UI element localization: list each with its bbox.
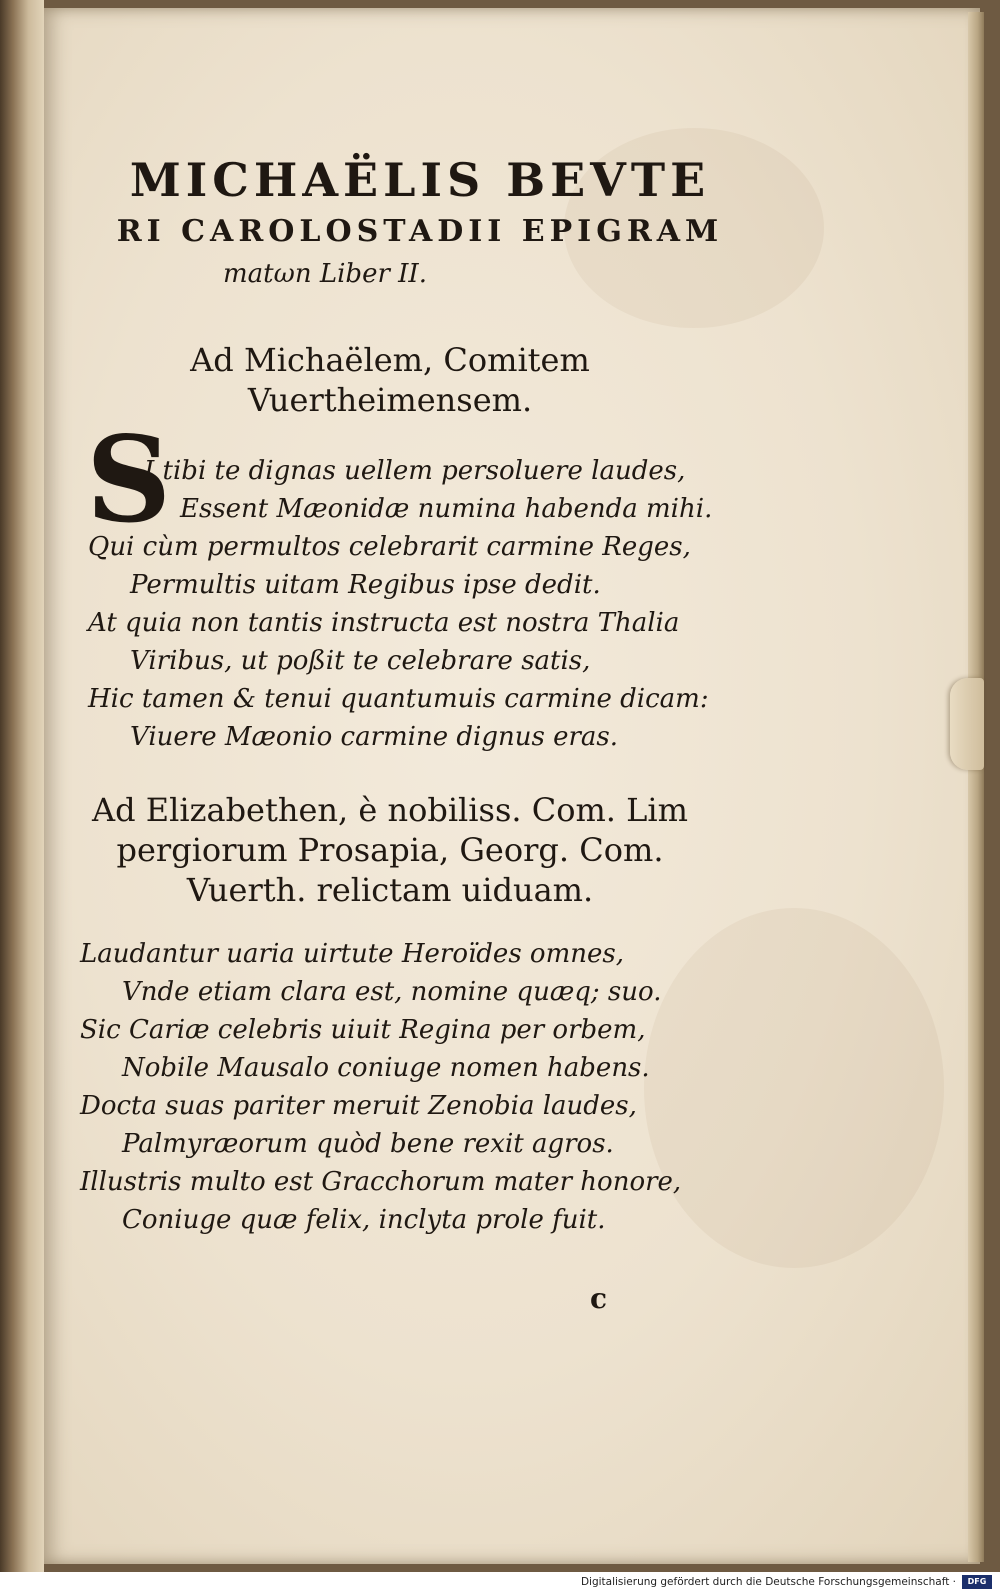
- verse-line: Qui cùm permultos celebrarit carmine Reges,: [88, 532, 691, 562]
- verse-line: Essent Mæonidæ numina habenda mihi.: [180, 494, 713, 524]
- poem2-heading-line-1: Ad Elizabethen, è nobiliss. Com. Lim: [92, 791, 688, 829]
- verse-line: Palmyræorum quòd bene rexit agros.: [122, 1129, 614, 1159]
- poem2-heading-line-3: Vuerth. relictam uiduam.: [186, 871, 594, 909]
- title-line-2: RI CAROLOSTADII EPIGRAM: [116, 214, 724, 249]
- verse-line: Vnde etiam clara est, nomine quæq; suo.: [122, 977, 662, 1007]
- verse-line: I tibi te dignas uellem persoluere laudes,: [144, 456, 686, 486]
- book-gutter: [0, 0, 44, 1572]
- signature-mark: c: [590, 1282, 608, 1315]
- dfg-logo-icon: DFG: [962, 1575, 992, 1589]
- verse-line: Docta suas pariter meruit Zenobia laudes,: [80, 1091, 637, 1121]
- drop-cap-initial: S: [86, 410, 172, 549]
- verse-line: Hic tamen & tenui quantumuis carmine dicam:: [88, 684, 709, 714]
- book-title: [100, 150, 740, 294]
- footer-credit: Digitalisierung gefördert durch die Deutsche Forschungsgemeinschaft ·: [580, 1576, 956, 1588]
- verse-line: Laudantur uaria uirtute Heroïdes omnes,: [80, 939, 624, 969]
- poem1-heading-line-1: Ad Michaëlem, Comitem: [190, 341, 590, 379]
- poem2-heading: [60, 790, 720, 910]
- poem2-heading-line-2: pergiorum Prosapia, Georg. Com.: [116, 831, 664, 869]
- verse-line: Illustris multo est Gracchorum mater honore,: [80, 1167, 682, 1197]
- title-line-1: MICHAËLIS BEVTE: [129, 153, 711, 207]
- verse-line: At quia non tantis instructa est nostra Thalia: [88, 608, 680, 638]
- poem1-verse: [88, 452, 728, 756]
- poem1-heading-line-2: Vuertheimensem.: [247, 381, 533, 419]
- page-edge: [968, 12, 984, 1562]
- verse-line: Viribus, ut poßit te celebrare satis,: [130, 646, 591, 676]
- verse-line: Nobile Mausalo coniuge nomen habens.: [122, 1053, 650, 1083]
- verse-line: Permultis uitam Regibus ipse dedit.: [130, 570, 601, 600]
- verse-line: Sic Cariæ celebris uiuit Regina per orbem,: [80, 1015, 646, 1045]
- verse-line: Viuere Mæonio carmine dignus eras.: [130, 722, 619, 752]
- poem2-verse: [80, 935, 720, 1239]
- verse-line: Coniuge quæ felix, inclyta prole fuit.: [122, 1205, 606, 1235]
- poem1-heading: [60, 340, 720, 420]
- page-tab-marker: [950, 678, 984, 770]
- title-line-3: matωn Liber II.: [223, 259, 427, 289]
